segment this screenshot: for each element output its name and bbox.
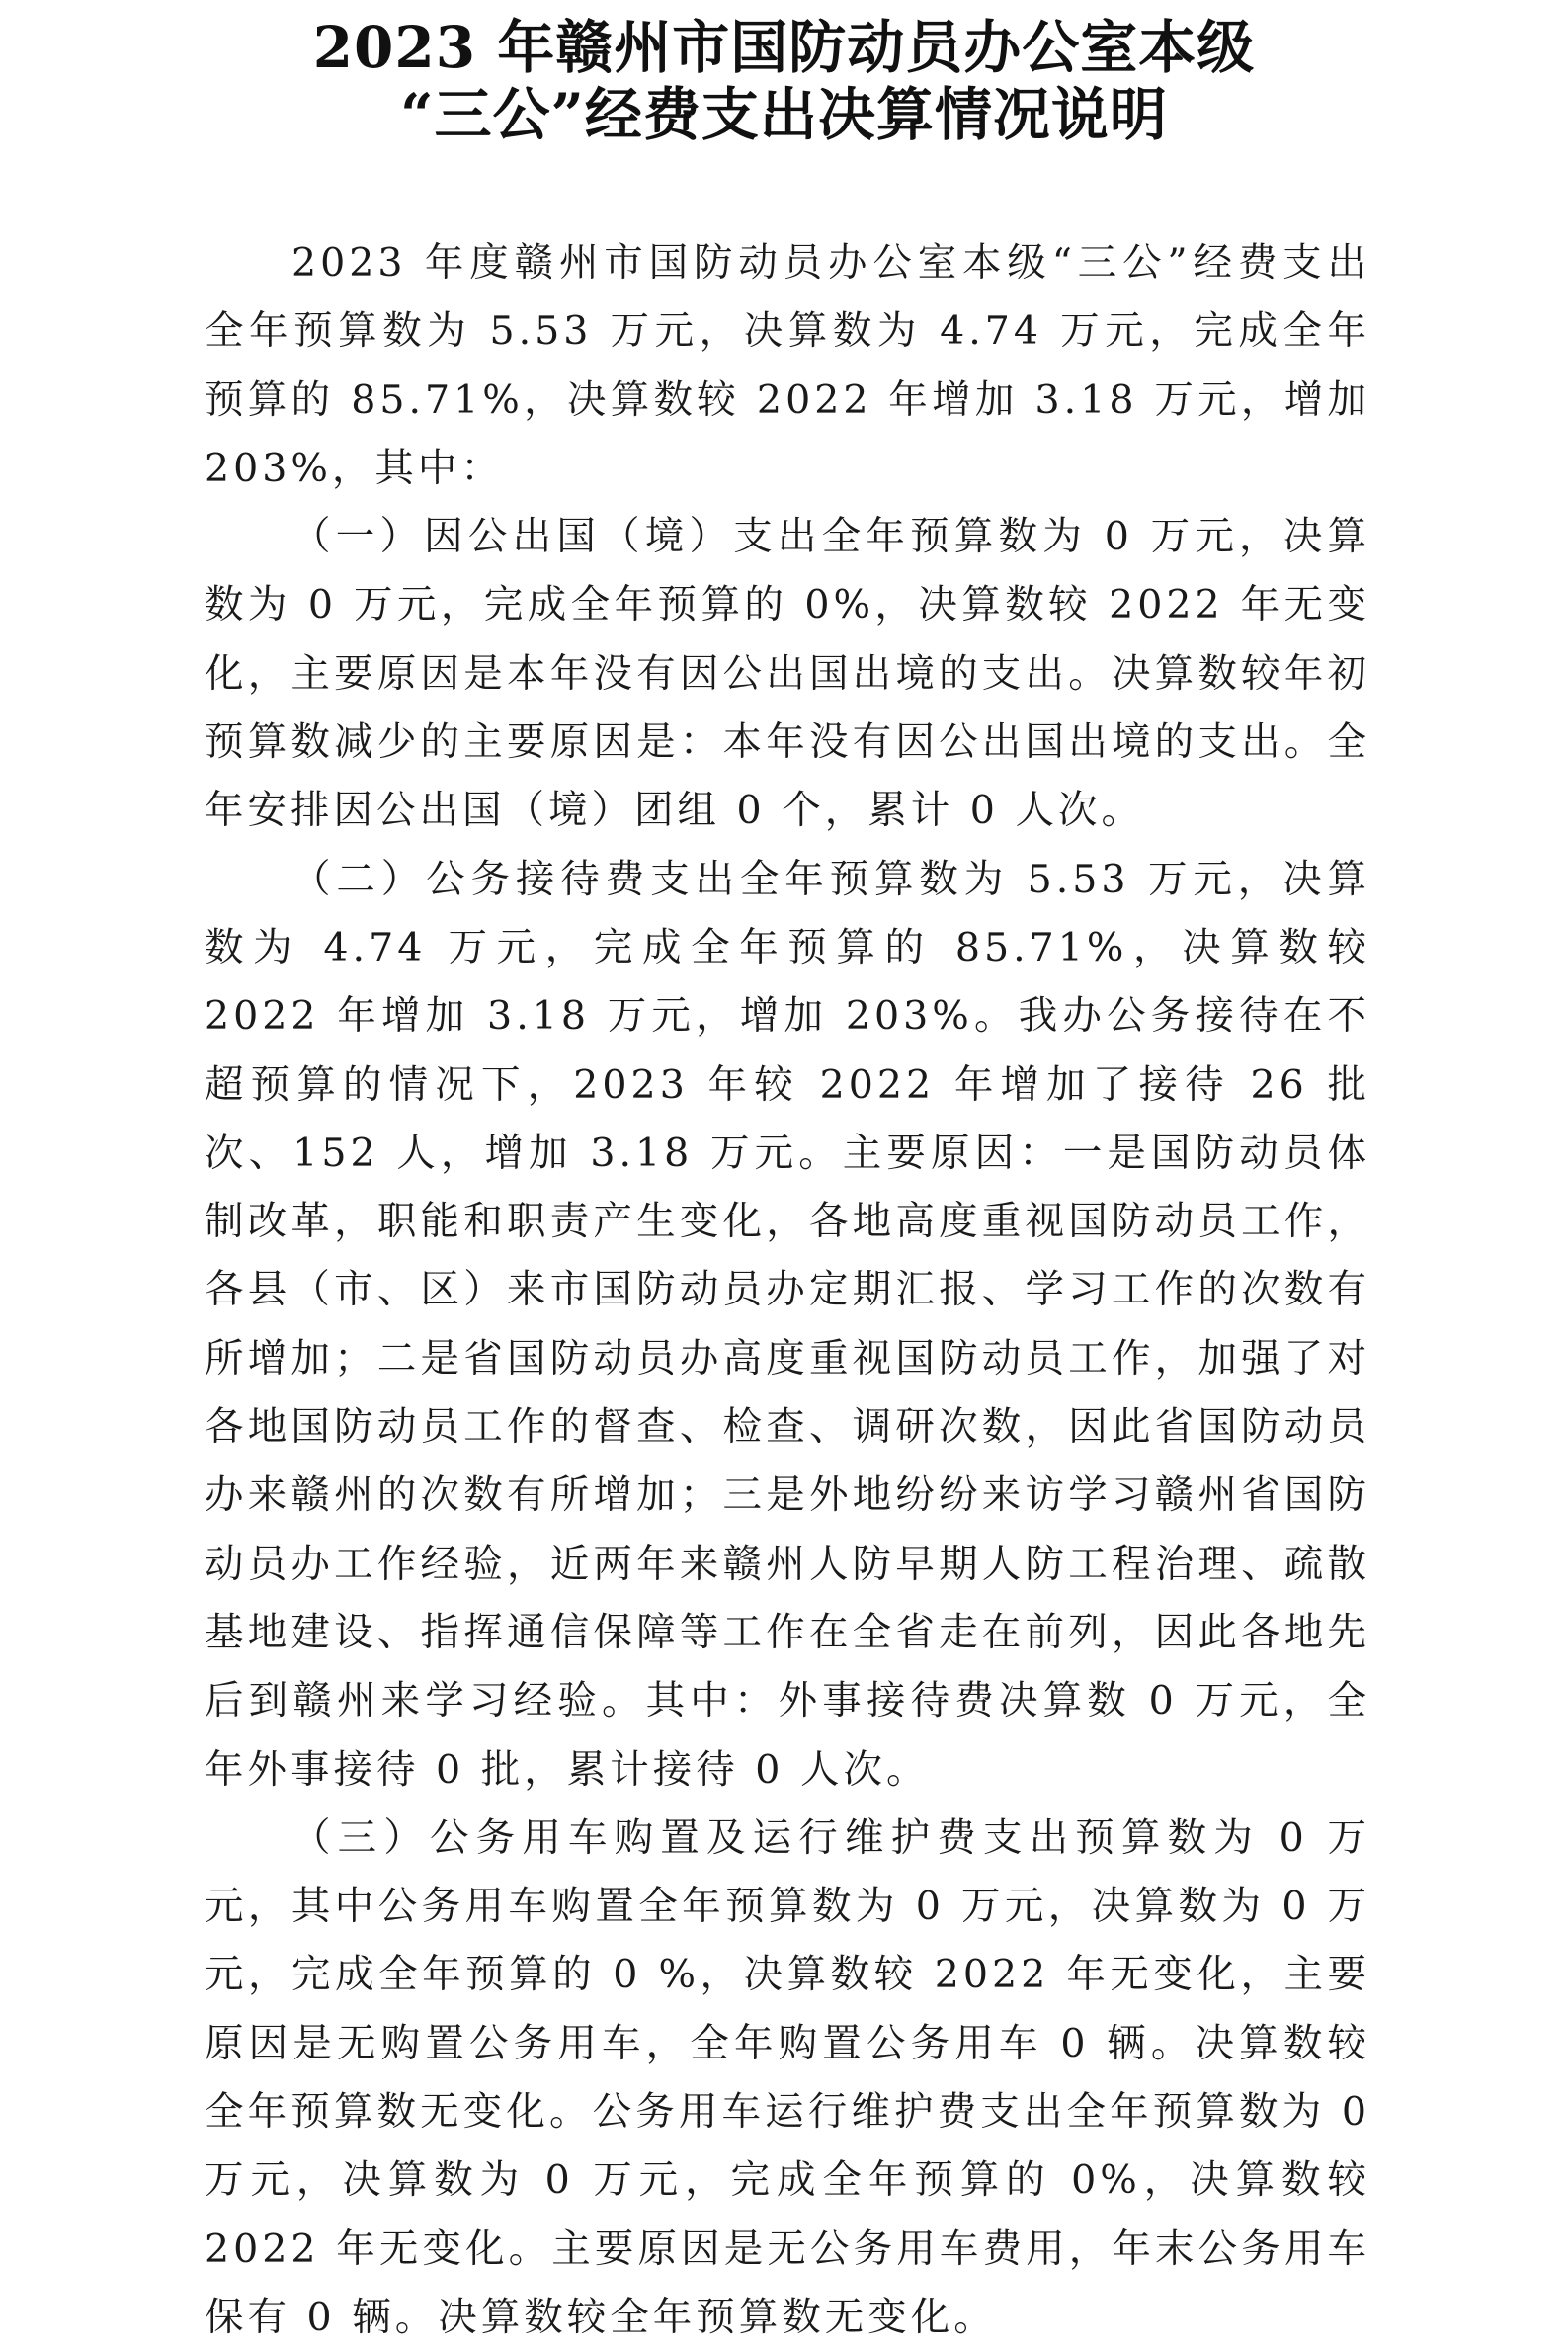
paragraph-overseas-travel: （一）因公出国（境）支出全年预算数为 0 万元，决算数为 0 万元，完成全年预算的 0%，决算数较 2022 年无变化，主要原因是本年没有因公出国出境的支出。决算数较年初预算数减少的主要原因是：本年没有因公出国出境的支出。全年安排因公出国（境）团组 0 个，累计 0 人次。 — [205, 514, 1370, 834]
paragraph-summary: 2023 年度赣州市国防动员办公室本级“三公”经费支出全年预算数为 5.53 万元，决算数为 4.74 万元，完成全年预算的 85.71%，决算数较 2022 年增加 3.18 万元，增加 203%，其中： — [205, 240, 1370, 491]
paragraph-reception: （二）公务接待费支出全年预算数为 5.53 万元，决算数为 4.74 万元，完成全年预算的 85.71%，决算数较 2022 年增加 3.18 万元，增加 203%。我办公务接待在不超预算的情况下，2023 年较 2022 年增加了接待 26 批次、152 人，增加 3.18 万元。主要原因：一是国防动员体制改革，职能和职责产生变化，各地高度重视国防动员工作，各县（市、区）来市国防动员办定期汇报、学习工作的次数有所增加；二是省国防动员办高度重视国防动员工作，加强了对各地国防动员工作的督查、检查、调研次数，因此省国防动员办来赣州的次数有所增加；三是外地纷纷来访学习赣州省国防动员办工作经验，近两年来赣州人防早期人防工程治理、疏散基地建设、指挥通信保障等工作在全省走在前列，因此各地先后到赣州来学习经验。其中：外事接待费决算数 0 万元，全年外事接待 0 批，累计接待 0 人次。 — [205, 856, 1370, 1793]
paragraph-vehicles: （三）公务用车购置及运行维护费支出预算数为 0 万元，其中公务用车购置全年预算数为 0 万元，决算数为 0 万元，完成全年预算的 0 %，决算数较 2022 年无变化，主要原因是无购置公务用车，全年购置公务用车 0 辆。决算数较全年预算数无变化。公务用车运行维护费支出全年预算数为 0 万元，决算数为 0 万元，完成全年预算的 0%，决算数较 2022 年无变化。主要原因是无公务用车费用，年末公务用车保有 0 辆。决算数较全年预算数无变化。 — [205, 1814, 1370, 2340]
title-line-2: “三公”经费支出决算情况说明 — [400, 81, 1168, 148]
document-title — [0, 14, 1568, 148]
document-body — [205, 229, 1370, 2352]
title-line-1: 2023 年赣州市国防动员办公室本级 — [312, 14, 1256, 81]
